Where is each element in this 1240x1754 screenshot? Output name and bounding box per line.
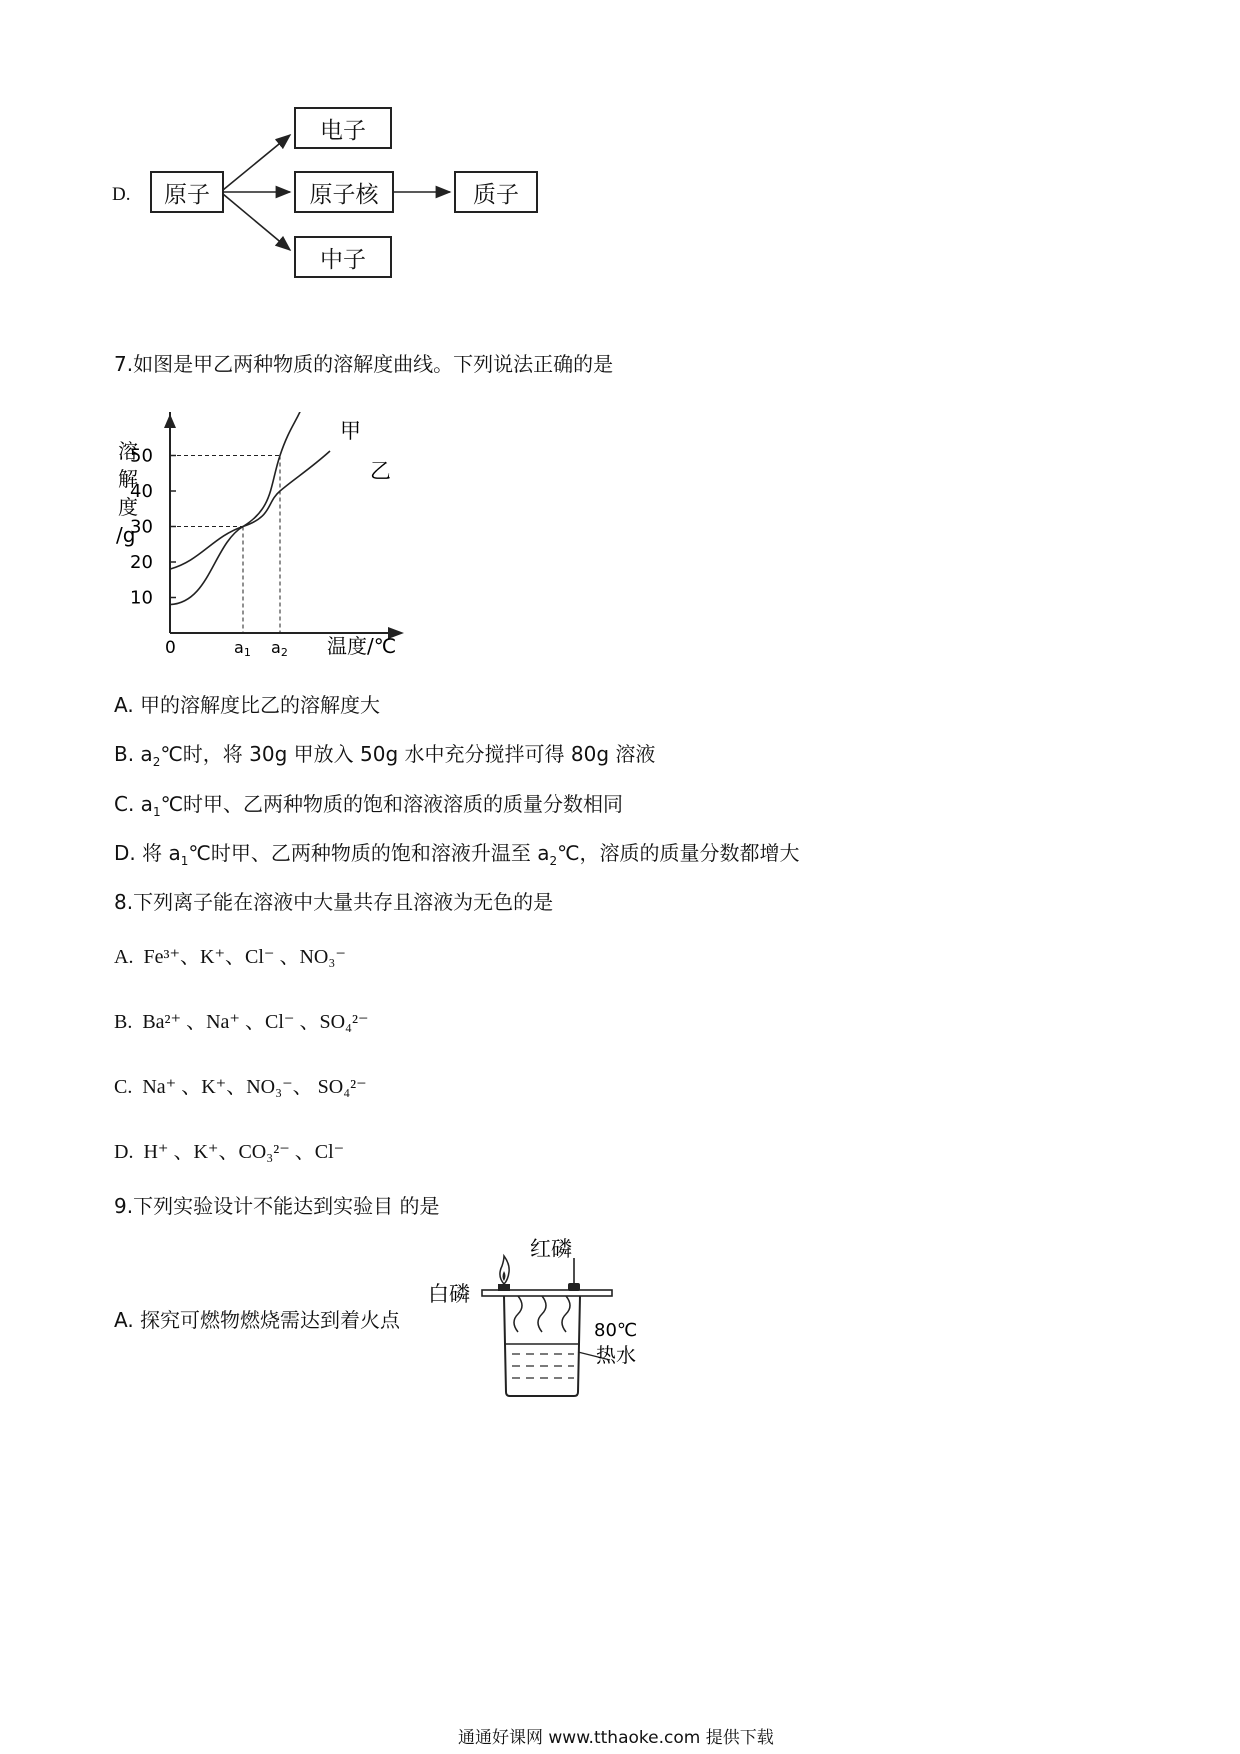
ylabel-char: /g [116, 523, 136, 547]
steam [514, 1296, 522, 1332]
ylabel-char: 解 [118, 467, 138, 491]
q9-option-a[interactable]: A. 探究可燃物燃烧需达到着火点 [114, 1308, 401, 1332]
q8-option-b[interactable]: B. Ba²⁺ 、Na⁺ 、Cl⁻ 、SO₄²⁻ [114, 1011, 369, 1033]
x-tick-label: a1 [234, 638, 251, 659]
y-tick-label: 50 [130, 445, 153, 467]
q7-option-c[interactable]: C. $a_1℃$时甲、乙两种物质的饱和溶液溶质的质量分数相同 [114, 792, 624, 819]
box-neutron: 中子 [294, 236, 392, 278]
q7-option-d[interactable]: D. 将 $a_1℃$时甲、乙两种物质的饱和溶液升温至 $a_2℃$，溶质的质量分数都增大 [114, 841, 800, 868]
legend-yi: 乙 [370, 459, 391, 483]
q8-option-a[interactable]: A. Fe³⁺、K⁺、Cl⁻ 、NO₃⁻ [114, 946, 346, 968]
y-axis-arrow [164, 414, 176, 428]
box-electron: 电子 [294, 107, 392, 149]
box-atom: 原子 [150, 171, 224, 213]
origin-label: 0 [165, 638, 176, 658]
combustion-apparatus [420, 1232, 660, 1412]
atom-structure-arrows [0, 0, 560, 290]
y-tick-label: 40 [130, 481, 153, 502]
curve-jia [170, 412, 306, 605]
red-phosphorus [568, 1283, 580, 1291]
label-white-phosphorus: 白磷 [428, 1282, 470, 1306]
x-tick-label: a2 [271, 638, 288, 659]
box-proton: 质子 [454, 171, 538, 213]
solubility-chart [110, 412, 430, 662]
steam [562, 1296, 570, 1332]
q9-stem: 9.下列实验设计不能达到实验目 的是 [114, 1194, 440, 1218]
ylabel-char: 溶 [118, 439, 138, 463]
ylabel-char: 度 [118, 495, 138, 519]
legend-jia: 甲 [340, 419, 361, 443]
xlabel: 温度/℃ [327, 634, 397, 658]
label-hot-water: 热水 [596, 1343, 636, 1367]
y-tick-label: 20 [130, 552, 153, 573]
footer-text: 通通好课网 www.tthaoke.com 提供下载 [458, 1728, 774, 1748]
q7-option-a[interactable]: A. 甲的溶解度比乙的溶解度大 [114, 693, 381, 717]
label-red-phosphorus: 红磷 [530, 1237, 572, 1261]
q8-option-d[interactable]: D. H⁺ 、K⁺、CO₃²⁻ 、Cl⁻ [114, 1141, 345, 1163]
q7-option-b[interactable]: B. $a_2℃$时，将 30g 甲放入 50g 水中充分搅拌可得 80g 溶液 [114, 742, 656, 769]
curve-yi [170, 451, 330, 569]
y-tick-label: 10 [130, 587, 153, 609]
box-nucleus: 原子核 [294, 171, 394, 213]
q6-option-label: D. [112, 184, 131, 205]
q8-stem: 8.下列离子能在溶液中大量共存且溶液为无色的是 [114, 890, 554, 914]
q7-stem: 7.如图是甲乙两种物质的溶解度曲线。下列说法正确的是 [114, 352, 614, 376]
q8-option-c[interactable]: C. Na⁺ 、K⁺、NO₃⁻、 SO₄²⁻ [114, 1076, 367, 1098]
y-tick-label: 30 [130, 516, 153, 538]
label-temperature: 80℃ [594, 1320, 638, 1341]
steam [538, 1296, 546, 1332]
